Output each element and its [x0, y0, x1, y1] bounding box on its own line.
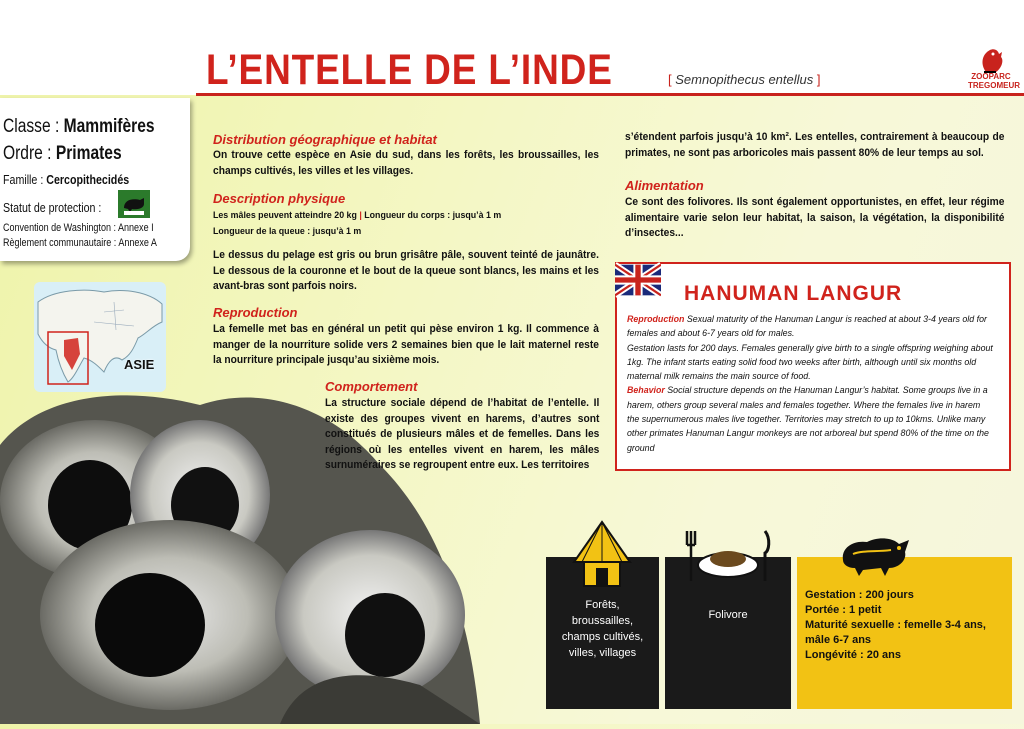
scientific-name: [ Semnopithecus entellus ]: [668, 72, 821, 87]
maturite-stat: Maturité sexuelle : femelle 3-4 ans,: [805, 619, 986, 631]
alimentation-text: Ce sont des folivores. Ils sont également opportunistes, en effet, leur régime alimentaire varie selon leur habitat, la saison, la végétation, la disponibilité d’insectes...: [625, 196, 1005, 239]
description-heading: Description physique: [213, 191, 346, 206]
protection-status-icon: [118, 190, 150, 218]
habitat-text: Forêts, broussailles, champs cultivés, villes, villages: [561, 599, 644, 659]
description-text: Le dessus du pelage est gris ou brun grisâtre pâle, souvent teinté de jaunâtre. Le dessous de la couronne et le bout de la queue sont blancs, les mains et les avant-bras sont parfois noirs.: [213, 249, 599, 292]
range-map: [34, 282, 166, 392]
english-title: HANUMAN LANGUR: [684, 282, 903, 305]
asia-map-icon: [34, 282, 166, 392]
description-measures: Les mâles peuvent atteindre 20 kg | Longueur du corps : jusqu’à 1 m Longueur de la queue : jusqu’à 1 m: [213, 210, 502, 237]
stats-text: [805, 588, 986, 663]
animal-silhouette-icon: [833, 530, 913, 578]
reproduction-text: La femelle met bas en général un petit qui pèse environ 1 kg. Il commence à manger de la nourriture solide vers 2 semaines bien que le lait maternel reste la nourriture principale jusqu’au sixième mois.: [213, 323, 599, 366]
page-title: L’ENTELLE DE L’INDE: [206, 46, 613, 94]
comportement-text: La structure sociale dépend de l’habitat de l’entelle. Il existe des groupes vivent en harems, d’autres sont constitués de plusieurs mâles et de femelles. Dans les régions où les entelles vivent en harem, les mâles surnuméraires se regroupent entre eux. Les territoires: [325, 397, 600, 471]
zooparc-logo: [966, 44, 1020, 94]
english-text: Reproduction Sexual maturity of the Hanuman Langur is reached at about 3-4 years old for females and about 6-7 years old for males. Gestation lasts for 200 days. Females generally give birth to a single offspring weighing about 1kg. The infant starts eating solid food two weeks after birth, although until six months old maternal milk remains the main source of food. Behavior Social structure depends on the Hanuman Langur’s habitat. Some groups live in a harem, others group several males and females together. Where the females live in harem the supernumerous males live together. Territories may stretch to up to 10kms. Unlike many other primates Hanuman Langur monkeys are not arboreal but spend 80% of the time on the ground: [627, 314, 993, 454]
gestation-stat: Gestation : 200 jours: [805, 589, 914, 601]
portee-stat: Portée : 1 petit: [805, 604, 882, 616]
reproduction-heading: Reproduction: [213, 305, 298, 320]
longevite-stat: Longévité : 20 ans: [805, 649, 901, 661]
reglement-status: Règlement communautaire : Annexe A: [3, 237, 157, 249]
washington-status: Convention de Washington : Annexe I: [3, 222, 154, 234]
classification-card: [0, 98, 190, 261]
famille-row: Famille : Cercopithecidés: [3, 172, 130, 187]
uk-flag-icon: [615, 262, 661, 298]
distribution-heading: Distribution géographique et habitat: [213, 132, 437, 147]
comportement-heading: Comportement: [325, 379, 418, 394]
classe-row: Classe : Mammifères: [3, 116, 155, 137]
comportement-continued: s’étendent parfois jusqu’à 10 km². Les entelles, contrairement à beaucoup de primates, ne sont pas arboricoles mais passent 80% de leur temps au sol.: [625, 131, 1005, 159]
map-region-label: ASIE: [124, 357, 155, 372]
distribution-text: On trouve cette espèce en Asie du sud, dans les forêts, les broussailles, les champs cultivés, les villes et les villages.: [213, 149, 599, 177]
logo-line2: TREGOMEUR: [968, 81, 1020, 90]
maturite-male-stat: mâle 6-7 ans: [805, 634, 872, 646]
rooster-icon: [966, 44, 1014, 74]
alimentation-heading: Alimentation: [625, 178, 704, 193]
logo-line1: ZOOPARC: [971, 72, 1011, 81]
ordre-row: Ordre : Primates: [3, 143, 122, 164]
diet-text: Folivore: [708, 609, 748, 621]
plate-cutlery-icon: [683, 527, 773, 583]
statut-label: Statut de protection :: [3, 200, 102, 215]
hut-icon: [572, 520, 632, 590]
